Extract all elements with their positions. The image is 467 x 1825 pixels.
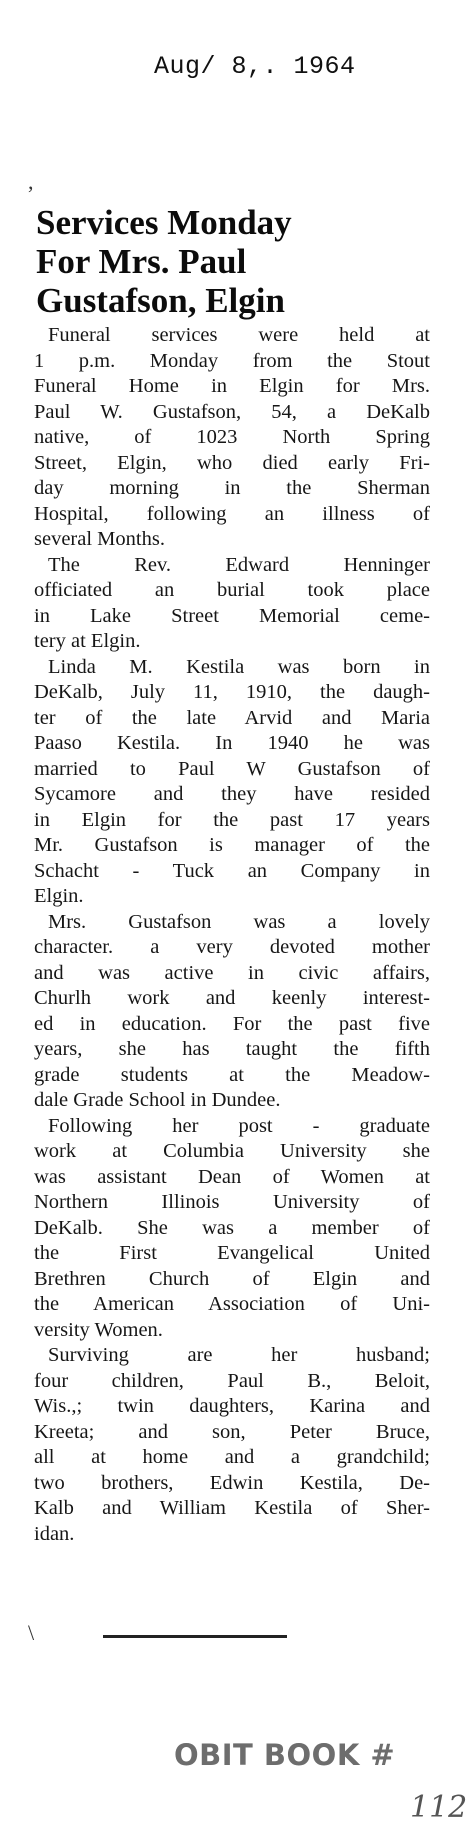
text-line: The Rev. Edward Henninger [48, 553, 430, 576]
obit-book-stamp: OBIT BOOK # [174, 1738, 396, 1772]
text-line: officiated an burial took place [34, 579, 430, 601]
text-line: Funeral services were held at [48, 324, 430, 346]
handwritten-page-number: 112 [410, 1790, 467, 1825]
text-line: the American Association of Uni- [34, 1293, 430, 1315]
text-line: Mrs. Gustafson was a lovely [48, 910, 430, 933]
headline-line: Gustafson, Elgin [36, 281, 285, 320]
text-line: work at Columbia University she [34, 1140, 430, 1162]
text-line: Northern Illinois University of [34, 1191, 430, 1213]
text-line: Kreeta; and son, Peter Bruce, [34, 1420, 430, 1443]
text-line: versity Women. [34, 1318, 163, 1341]
text-line: Wis.,; twin daughters, Karina and [34, 1395, 430, 1417]
text-line: married to Paul W Gustafson of [34, 757, 430, 780]
text-line: dale Grade School in Dundee. [34, 1089, 281, 1111]
text-line: Linda M. Kestila was born in [48, 655, 430, 678]
text-line: Kalb and William Kestila of Sher- [34, 1497, 430, 1519]
text-line: years, she has taught the fifth [34, 1038, 430, 1060]
text-line: Surviving are her husband; [48, 1344, 430, 1366]
text-line: Schacht - Tuck an Company in [34, 859, 430, 882]
text-line: DeKalb. She was a member of [34, 1216, 430, 1239]
text-line: four children, Paul B., Beloit, [34, 1369, 430, 1392]
text-line: Following her post - graduate [48, 1114, 430, 1137]
end-rule-divider [103, 1635, 287, 1638]
text-line: in Lake Street Memorial ceme- [34, 604, 430, 627]
text-line: Paaso Kestila. In 1940 he was [34, 732, 430, 754]
article-paragraph [34, 1114, 430, 1344]
article-paragraph [34, 323, 430, 553]
text-line: DeKalb, July 11, 1910, the daugh- [34, 681, 430, 703]
text-line: Hospital, following an illness of [34, 502, 430, 525]
text-line: Paul W. Gustafson, 54, a DeKalb [34, 400, 430, 423]
text-line: character. a very devoted mother [34, 936, 430, 958]
text-line: the First Evangelical United [34, 1242, 430, 1264]
clip-corner-mark-bottom: \ [28, 1620, 35, 1645]
text-line: Elgin. [34, 885, 84, 907]
text-line: two brothers, Edwin Kestila, De- [34, 1471, 430, 1494]
article-paragraph [34, 1343, 430, 1547]
text-line: day morning in the Sherman [34, 477, 430, 499]
text-line: Churlh work and keenly interest- [34, 987, 430, 1009]
headline-line: Services Monday [36, 203, 292, 242]
text-line: tery at Elgin. [34, 630, 141, 652]
text-line: Street, Elgin, who died early Fri- [34, 451, 430, 474]
text-line: Funeral Home in Elgin for Mrs. [34, 375, 430, 397]
text-line: was assistant Dean of Women at [34, 1165, 430, 1188]
text-line: Mr. Gustafson is manager of the [34, 834, 430, 856]
clip-corner-mark-top: , [28, 169, 34, 194]
text-line: native, of 1023 North Spring [34, 426, 430, 448]
text-line: all at home and a grandchild; [34, 1446, 430, 1468]
newspaper-clipping [28, 169, 432, 1650]
text-line: Sycamore and they have resided [34, 783, 430, 805]
text-line: ed in education. For the past five [34, 1012, 430, 1035]
text-line: and was active in civic affairs, [34, 961, 430, 984]
clipping-date: Aug/ 8,. 1964 [154, 52, 356, 81]
text-line: 1 p.m. Monday from the Stout [34, 349, 430, 372]
text-line: in Elgin for the past 17 years [34, 808, 430, 831]
article-body [34, 323, 430, 1547]
text-line: grade students at the Meadow- [34, 1063, 430, 1086]
article-paragraph [34, 655, 430, 910]
headline [36, 203, 416, 320]
text-line: idan. [34, 1522, 75, 1545]
text-line: several Months. [34, 528, 165, 550]
text-line: ter of the late Arvid and Maria [34, 706, 430, 729]
article-paragraph [34, 910, 430, 1114]
text-line: Brethren Church of Elgin and [34, 1267, 430, 1290]
headline-line: For Mrs. Paul [36, 242, 247, 281]
article-paragraph [34, 553, 430, 655]
